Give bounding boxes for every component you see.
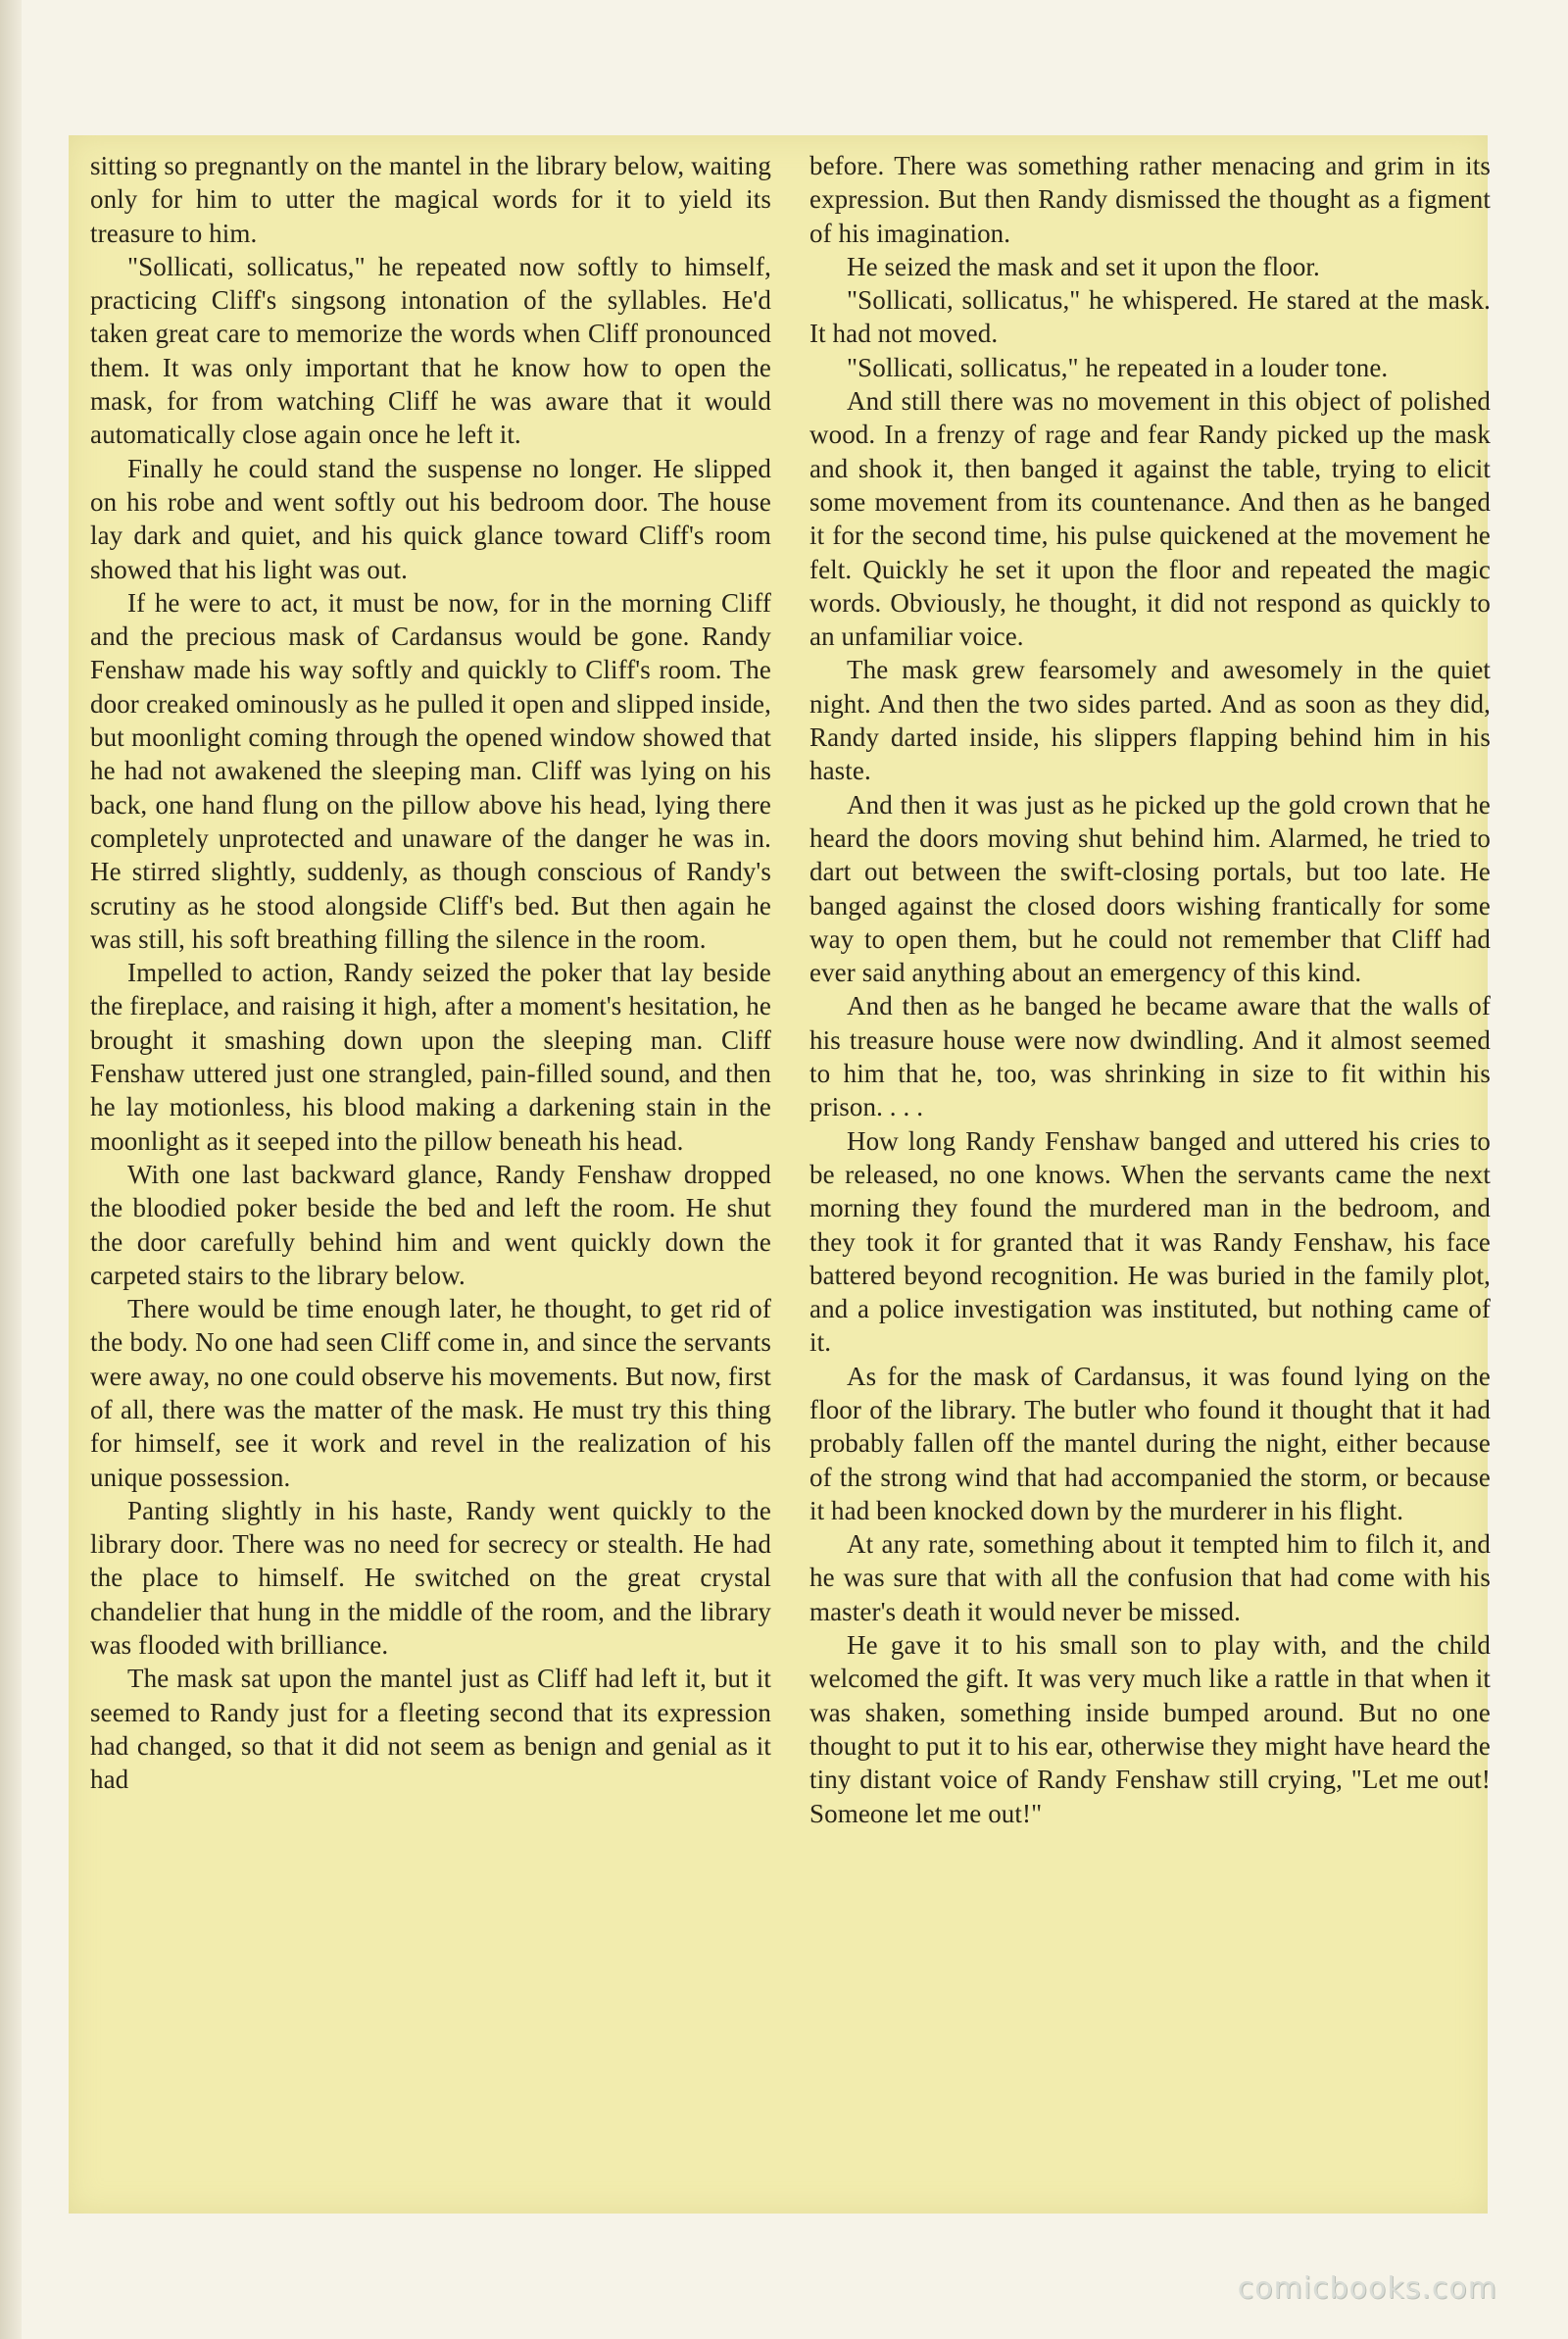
paragraph: before. There was something rather menacing and grim in its expression. But then Randy dismissed the thought as a figment of his imagination. xyxy=(809,151,1491,248)
right-column xyxy=(809,149,1491,1830)
paragraph: With one last backward glance, Randy Fenshaw dropped the bloodied poker beside the bed and left the room. He shut the door carefully behind him and went quickly down the carpeted stairs to the library below. xyxy=(90,1159,771,1290)
paragraph: He gave it to his small son to play with, and the child welcomed the gift. It was very much like a rattle in that when it was shaken, something inside bumped around. But no one thought to put it to his ear, otherwise they might have heard the tiny distant voice of Randy Fenshaw still crying, "Let me out! Someone let me out!" xyxy=(809,1630,1491,1828)
paragraph: How long Randy Fenshaw banged and uttered his cries to be released, no one knows. When the servants came the next morning they found the murdered man in the bedroom, and they took it for granted that it was Randy Fenshaw, his face battered beyond recognition. He was buried in the family plot, and a police investigation was instituted, but nothing came of it. xyxy=(809,1125,1491,1358)
paragraph: sitting so pregnantly on the mantel in the library below, waiting only for him to utter the magical words for it to yield its treasure to him. xyxy=(90,151,771,248)
watermark: comicbooks.com xyxy=(1237,2271,1497,2306)
paragraph: There would be time enough later, he thought, to get rid of the body. No one had seen Cliff come in, and since the servants were away, no one could observe his movements. But now, first of all, there was the matter of the mask. He must try this thing for himself, see it work and revel in the realization of his unique possession. xyxy=(90,1294,771,1492)
page-binding-edge xyxy=(0,0,22,2339)
paragraph: Impelled to action, Randy seized the poker that lay beside the fireplace, and raising it high, after a moment's hesitation, he brought it smashing down upon the sleeping man. Cliff Fenshaw uttered just one strangled, pain-filled sound, and then he lay motionless, his blood making a darkening stain in the moonlight as it seeped into the pillow beneath his head. xyxy=(90,958,771,1156)
text-panel xyxy=(69,135,1491,2214)
paragraph: "Sollicati, sollicatus," he repeated in a louder tone. xyxy=(847,352,1389,382)
paragraph: "Sollicati, sollicatus," he repeated now softly to himself, practicing Cliff's singsong intonation of the syllables. He'd taken great care to memorize the words when Cliff pronounced them. It was only important that he know how to open the mask, for from watching Cliff he was aware that it would automatically close again once he left it. xyxy=(90,251,771,450)
paragraph: He seized the mask and set it upon the floor. xyxy=(847,251,1320,281)
paragraph: At any rate, something about it tempted him to filch it, and he was sure that with all the confusion that had come with his master's death it would never be missed. xyxy=(809,1529,1491,1626)
paragraph: And then it was just as he picked up the gold crown that he heard the doors moving shut behind him. Alarmed, he tried to dart out between the swift-closing portals, but too late. He banged against the closed doors wishing frantically for some way to open them, but he could not remember that Cliff had ever said anything about an emergency of this kind. xyxy=(809,789,1491,988)
left-column xyxy=(90,149,771,1797)
paragraph: And then as he banged he became aware that the walls of his treasure house were now dwindling. And it almost seemed to him that he, too, was shrinking in size to fit within his prison. . . . xyxy=(809,991,1491,1122)
paragraph: Panting slightly in his haste, Randy went quickly to the library door. There was no need for secrecy or stealth. He had the place to himself. He switched on the great crystal chandelier that hung in the middle of the room, and the library was flooded with brilliance. xyxy=(90,1495,771,1661)
paragraph: The mask sat upon the mantel just as Cliff had left it, but it seemed to Randy just for a fleeting second that its expression had changed, so that it did not seem as benign and genial as it had xyxy=(90,1664,771,1795)
paragraph: If he were to act, it must be now, for in the morning Cliff and the precious mask of Cardansus would be gone. Randy Fenshaw made his way softly and quickly to Cliff's room. The door creaked ominously as he pulled it open and slipped inside, but moonlight coming through the opened window showed that he had not awakened the sleeping man. Cliff was lying on his back, one hand flung on the pillow above his head, lying there completely unprotected and unaware of the danger he was in. He stirred slightly, suddenly, as though conscious of Randy's scrutiny as he stood alongside Cliff's bed. But then again he was still, his soft breathing filling the silence in the room. xyxy=(90,587,771,954)
paragraph: The mask grew fearsomely and awesomely in the quiet night. And then the two sides parted. And as soon as they did, Randy darted inside, his slippers flapping behind him in his haste. xyxy=(809,655,1491,786)
paragraph: "Sollicati, sollicatus," he whispered. He stared at the mask. It had not moved. xyxy=(809,285,1491,349)
paragraph: As for the mask of Cardansus, it was found lying on the floor of the library. The butler who found it thought that it had probably fallen off the mantel during the night, either because of the strong wind that had accompanied the storm, or because it had been knocked down by the murderer in his flight. xyxy=(809,1361,1491,1525)
paragraph: And still there was no movement in this object of polished wood. In a frenzy of rage and fear Randy picked up the mask and shook it, then banged it against the table, trying to elicit some movement from its countenance. And then as he banged it for the second time, his pulse quickened at the movement he felt. Quickly he set it upon the floor and repeated the magic words. Obviously, he thought, it did not respond as quickly to an unfamiliar voice. xyxy=(809,386,1491,652)
paragraph: Finally he could stand the suspense no longer. He slipped on his robe and went softly out his bedroom door. The house lay dark and quiet, and his quick glance toward Cliff's room showed that his light was out. xyxy=(90,453,771,584)
